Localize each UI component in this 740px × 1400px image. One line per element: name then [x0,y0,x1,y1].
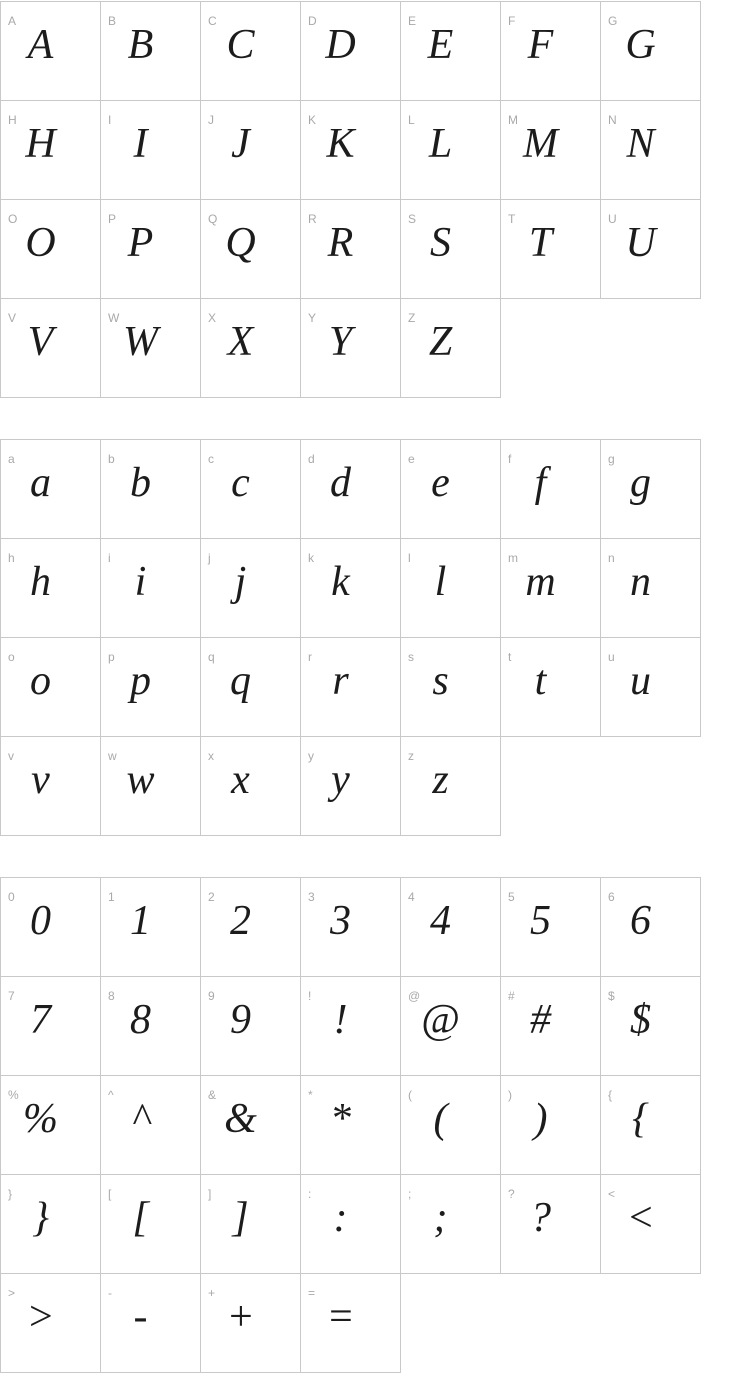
char-glyph: q [230,658,251,704]
char-cell [601,977,701,1076]
char-glyph: < [626,1195,655,1241]
char-label: } [8,1187,13,1201]
char-glyph: N [626,121,655,167]
char-cell [301,539,401,638]
char-cell [101,638,201,737]
char-label: D [308,14,317,28]
char-cell [501,1076,601,1175]
char-glyph: T [528,220,553,266]
char-cell [301,1076,401,1175]
char-cell [201,878,301,977]
char-label: < [608,1187,616,1201]
char-label: e [408,452,415,466]
char-cell [201,200,301,299]
char-glyph: y [331,757,350,803]
char-cell [201,2,301,101]
char-glyph: 0 [30,898,51,944]
char-cell [101,299,201,398]
char-label: % [8,1088,19,1102]
char-glyph: Q [225,220,256,266]
char-label: j [208,551,211,565]
char-label: 8 [108,989,115,1003]
char-glyph: f [534,460,547,506]
char-label: { [608,1088,613,1102]
char-label: @ [408,989,421,1003]
char-cell [201,977,301,1076]
char-glyph: 1 [130,898,151,944]
char-glyph: 3 [330,898,351,944]
char-glyph: k [331,559,350,605]
char-glyph: - [133,1294,148,1340]
char-cell [101,539,201,638]
char-cell [201,1274,301,1373]
char-glyph: n [630,559,651,605]
char-label: g [608,452,615,466]
char-glyph: { [632,1096,649,1142]
char-glyph: d [330,460,351,506]
char-cell [1,2,101,101]
char-glyph: h [30,559,51,605]
char-glyph: X [227,319,254,365]
char-glyph: P [127,220,154,266]
char-label: ^ [108,1088,114,1102]
char-cell [301,1274,401,1373]
char-label: J [208,113,214,127]
char-cell [101,878,201,977]
char-label: ( [408,1088,412,1102]
char-glyph: ) [533,1096,548,1142]
char-glyph: 4 [430,898,451,944]
char-cell [501,2,601,101]
char-label: A [8,14,17,28]
char-label: r [308,650,312,664]
char-cell [1,1175,101,1274]
charmap-grid-digits-and-symbols [0,877,701,1373]
char-cell [101,2,201,101]
char-glyph: r [332,658,349,704]
char-cell [401,878,501,977]
char-label: u [608,650,615,664]
char-glyph: 2 [230,898,251,944]
char-cell [401,638,501,737]
char-cell [501,440,601,539]
char-glyph: K [326,121,355,167]
char-glyph: b [130,460,151,506]
char-label: B [108,14,117,28]
char-cell [101,200,201,299]
char-label: ] [208,1187,212,1201]
char-glyph: g [630,460,651,506]
char-label: K [308,113,317,127]
char-glyph: & [224,1096,257,1142]
char-glyph: B [127,22,154,68]
char-label: > [8,1286,16,1300]
char-label: 2 [208,890,215,904]
char-label: v [8,749,14,763]
char-cell [501,638,601,737]
char-label: = [308,1286,316,1300]
char-label: U [608,212,617,226]
char-glyph: [ [132,1195,149,1241]
char-cell [601,638,701,737]
char-glyph: C [226,22,255,68]
char-cell [201,299,301,398]
char-cell [1,737,101,836]
char-cell [101,1175,201,1274]
char-glyph: U [625,220,656,266]
char-glyph: 6 [630,898,651,944]
char-label: w [108,749,117,763]
char-cell [601,1076,701,1175]
char-glyph: A [27,22,54,68]
char-glyph: o [30,658,51,704]
char-label: L [408,113,415,127]
charmap-grid-uppercase-letters [0,1,701,398]
char-glyph: > [26,1294,55,1340]
char-cell [101,977,201,1076]
char-glyph: e [431,460,450,506]
char-label: F [508,14,516,28]
char-cell [601,2,701,101]
char-label: Y [308,311,317,325]
char-cell [301,2,401,101]
char-label: 4 [408,890,415,904]
char-cell [601,440,701,539]
char-label: O [8,212,18,226]
char-glyph: E [427,22,454,68]
char-label: Q [208,212,218,226]
char-glyph: t [534,658,547,704]
char-label: ? [508,1187,515,1201]
char-glyph: 9 [230,997,251,1043]
char-label: a [8,452,15,466]
char-cell [501,977,601,1076]
char-glyph: ] [232,1195,249,1241]
char-glyph: v [31,757,50,803]
char-label: x [208,749,214,763]
char-glyph: # [530,997,551,1043]
char-label: ; [408,1187,412,1201]
char-glyph: 5 [530,898,551,944]
char-cell [301,299,401,398]
char-label: 9 [208,989,215,1003]
char-glyph: V [27,319,54,365]
char-label: : [308,1187,312,1201]
char-cell [1,299,101,398]
char-cell [201,539,301,638]
char-glyph: i [134,559,147,605]
char-glyph: L [428,121,453,167]
char-glyph: u [630,658,651,704]
char-cell [1,101,101,200]
char-cell [1,638,101,737]
char-glyph: x [231,757,250,803]
char-glyph: s [432,658,449,704]
char-cell [1,977,101,1076]
char-cell [401,1076,501,1175]
char-glyph: = [326,1294,355,1340]
char-cell [101,101,201,200]
char-cell [101,440,201,539]
char-cell [301,878,401,977]
char-label: 5 [508,890,515,904]
char-cell [201,1076,301,1175]
char-label: 7 [8,989,15,1003]
char-cell [501,1175,601,1274]
char-glyph: p [130,658,151,704]
char-cell [301,200,401,299]
char-glyph: M [523,121,558,167]
char-label: H [8,113,17,127]
char-glyph: m [525,559,556,605]
char-label: X [208,311,217,325]
char-glyph: l [434,559,447,605]
char-cell [401,737,501,836]
char-label: 0 [8,890,15,904]
char-label: d [308,452,315,466]
char-label: s [408,650,414,664]
char-glyph: Z [428,319,453,365]
char-label: - [108,1286,112,1300]
char-glyph: J [231,121,250,167]
char-label: ) [508,1088,512,1102]
char-cell [401,101,501,200]
char-label: z [408,749,414,763]
char-cell [1,440,101,539]
char-label: W [108,311,120,325]
char-glyph: 7 [30,997,51,1043]
char-glyph: I [133,121,148,167]
char-glyph: + [226,1294,255,1340]
char-glyph: 8 [130,997,151,1043]
char-cell [301,977,401,1076]
char-glyph: z [432,757,449,803]
char-cell [301,440,401,539]
char-glyph: H [25,121,56,167]
char-cell [301,101,401,200]
char-cell [101,1274,201,1373]
char-glyph: R [327,220,354,266]
char-cell [401,200,501,299]
char-label: # [508,989,515,1003]
char-glyph: ( [433,1096,448,1142]
char-glyph: c [231,460,250,506]
char-glyph: S [430,220,451,266]
char-glyph: G [625,22,656,68]
char-cell [401,1175,501,1274]
char-label: b [108,452,115,466]
char-glyph: a [30,460,51,506]
char-cell [501,101,601,200]
char-label: c [208,452,214,466]
char-glyph: Y [328,319,353,365]
char-cell [101,1076,201,1175]
char-label: + [208,1286,216,1300]
char-cell [1,1274,101,1373]
char-label: [ [108,1187,112,1201]
char-cell [401,2,501,101]
char-cell [101,737,201,836]
character-map [0,1,740,1373]
char-label: i [108,551,111,565]
char-glyph: j [234,559,247,605]
char-glyph: F [527,22,554,68]
char-label: m [508,551,518,565]
char-label: n [608,551,615,565]
char-label: & [208,1088,217,1102]
char-label: l [408,551,411,565]
char-cell [301,1175,401,1274]
char-glyph: * [330,1096,351,1142]
char-label: P [108,212,117,226]
char-cell [201,737,301,836]
char-cell [601,539,701,638]
char-cell [301,638,401,737]
char-cell [501,539,601,638]
char-cell [1,539,101,638]
char-glyph: } [32,1195,49,1241]
char-label: f [508,452,512,466]
char-label: h [8,551,15,565]
char-label: 3 [308,890,315,904]
char-cell [501,878,601,977]
char-glyph: : [333,1195,348,1241]
char-label: G [608,14,618,28]
char-cell [601,101,701,200]
char-label: M [508,113,518,127]
char-label: q [208,650,215,664]
char-cell [1,1076,101,1175]
char-cell [401,977,501,1076]
char-glyph: $ [630,997,651,1043]
char-cell [201,101,301,200]
char-label: ! [308,989,312,1003]
char-cell [1,878,101,977]
char-label: $ [608,989,615,1003]
char-label: T [508,212,516,226]
char-glyph: W [123,319,158,365]
char-label: N [608,113,617,127]
char-glyph: O [25,220,56,266]
char-cell [401,539,501,638]
char-cell [401,440,501,539]
char-glyph: % [23,1096,58,1142]
char-glyph: ? [530,1195,551,1241]
char-cell [201,1175,301,1274]
char-label: y [308,749,314,763]
char-glyph: w [126,757,155,803]
char-label: o [8,650,15,664]
charmap-grid-lowercase-letters [0,439,701,836]
char-label: C [208,14,217,28]
char-glyph: @ [421,997,460,1043]
char-label: E [408,14,417,28]
char-label: k [308,551,314,565]
char-label: 6 [608,890,615,904]
char-cell [601,1175,701,1274]
char-cell [301,737,401,836]
char-label: R [308,212,317,226]
char-label: p [108,650,115,664]
char-glyph: D [325,22,356,68]
char-cell [201,440,301,539]
char-cell [501,200,601,299]
char-glyph: ! [333,997,348,1043]
char-cell [601,200,701,299]
char-label: S [408,212,417,226]
char-glyph: ^ [131,1096,150,1142]
char-label: t [508,650,512,664]
char-cell [601,878,701,977]
char-label: V [8,311,17,325]
char-cell [1,200,101,299]
char-cell [401,299,501,398]
char-label: * [308,1088,313,1102]
char-glyph: ; [433,1195,448,1241]
char-cell [201,638,301,737]
char-label: 1 [108,890,115,904]
char-label: Z [408,311,416,325]
char-label: I [108,113,112,127]
